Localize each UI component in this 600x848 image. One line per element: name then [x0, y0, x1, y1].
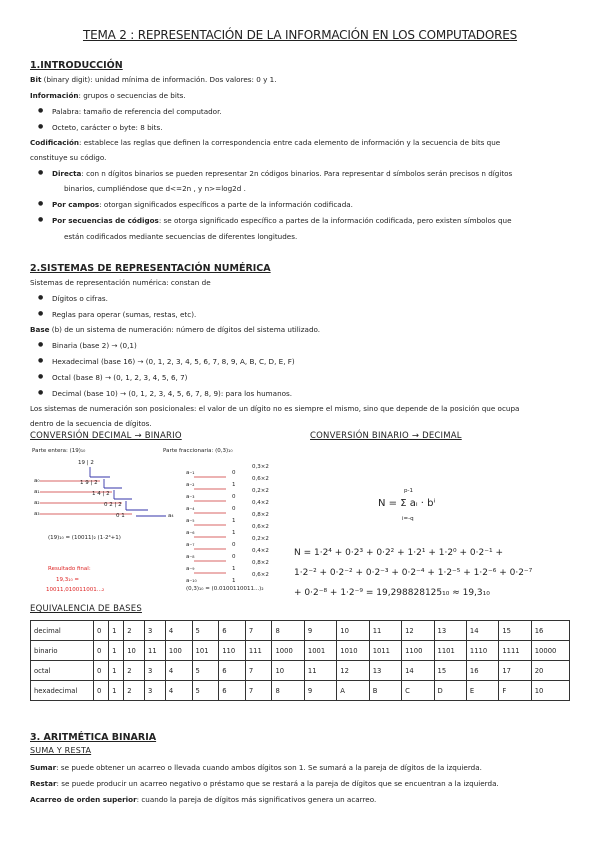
table-cell: 3	[145, 621, 166, 641]
table-cell: 13	[434, 621, 466, 641]
a-label: a₂	[34, 500, 40, 506]
table-cell: B	[369, 681, 401, 701]
table-cell: 100	[165, 641, 192, 661]
suma-resta-heading: SUMA Y RESTA	[30, 746, 92, 755]
table-cell: 4	[165, 681, 192, 701]
a-label: a₋₄	[186, 506, 195, 512]
table-cell: 8	[272, 681, 304, 701]
fraction-step: 0,6×2	[252, 524, 269, 530]
list-item: ● Dígitos o cifras.	[52, 294, 108, 303]
table-cell: 10	[124, 641, 145, 661]
a-label: a₋₁₀	[186, 578, 197, 584]
n-expansion-3: + 0·2⁻⁸ + 1·2⁻⁹ = 19,298828125₁₀ ≈ 19,3₁₀	[294, 588, 490, 598]
list-item-secuencias: ● Por secuencias de códigos: se otorga significado específico a partes de la información codificada, pero existen símbolos que	[52, 216, 512, 225]
table-cell: 10	[337, 621, 369, 641]
fraction-digit: 0	[232, 554, 236, 560]
a-label: a₄	[168, 513, 174, 519]
fraction-digit: 0	[232, 470, 236, 476]
table-cell: 16	[466, 661, 498, 681]
table-cell: 1	[109, 661, 124, 681]
a-label: a₋₅	[186, 518, 195, 524]
fraction-digit: 1	[232, 566, 236, 572]
table-cell: 2	[124, 621, 145, 641]
list-item: ● Octal (base 8) → (0, 1, 2, 3, 4, 5, 6, 7)	[52, 373, 187, 382]
acarreo-definition: Acarreo de orden superior: cuando la pareja de dígitos más significativos genera un acarreo.	[30, 795, 377, 804]
n-expansion-1: N = 1·2⁴ + 0·2³ + 0·2² + 1·2¹ + 1·2⁰ + 0·2⁻¹ +	[294, 548, 503, 558]
resultado-final-label: Resultado final:	[48, 566, 91, 572]
table-cell: A	[337, 681, 369, 701]
table-cell: D	[434, 681, 466, 701]
bit-definition: Bit (binary digit): unidad mínima de información. Dos valores: 0 y 1.	[30, 75, 277, 84]
table-cell: 1001	[304, 641, 336, 661]
table-cell: 11	[369, 621, 401, 641]
table-cell: 11	[145, 641, 166, 661]
cod-definition: Codificación: establece las reglas que definen la correspondencia entre cada elemento de información y la secuencia de bits que	[30, 138, 501, 147]
table-cell: 0	[94, 641, 109, 661]
list-item-directa-cont: binarios, cumpliéndose que d<=2n , y n>=log2d .	[64, 184, 246, 193]
table-cell: 13	[369, 661, 401, 681]
fraction-digit: 1	[232, 578, 236, 584]
table-cell: 15	[499, 621, 531, 641]
table-cell: 0	[94, 621, 109, 641]
table-cell: 110	[219, 641, 246, 661]
a-label: a₃	[34, 511, 40, 517]
list-item: ● Binaria (base 2) → (0,1)	[52, 341, 137, 350]
fraction-digit: 1	[232, 530, 236, 536]
fraction-digit: 0	[232, 506, 236, 512]
table-cell: E	[466, 681, 498, 701]
table-cell: 9	[304, 621, 336, 641]
page-title: TEMA 2 : REPRESENTACIÓN DE LA INFORMACIÓN EN LOS COMPUTADORES	[82, 28, 518, 42]
table-cell: 16	[531, 621, 569, 641]
table-cell: 3	[145, 661, 166, 681]
fraction-step: 0,8×2	[252, 512, 269, 518]
table-cell: 5	[192, 681, 219, 701]
row-label: decimal	[31, 621, 94, 641]
division-step: 0 1	[116, 513, 125, 519]
restar-definition: Restar: se puede producir un acarreo negativo o préstamo que se restará a la pareja de dígitos que se encuentran a la izquierda.	[30, 779, 499, 788]
table-cell: 3	[145, 681, 166, 701]
sum-upper-limit: p-1	[404, 488, 413, 494]
table-row	[31, 681, 570, 701]
table-cell: 4	[165, 621, 192, 641]
fraction-digit: 0	[232, 542, 236, 548]
list-item: ● Reglas para operar (sumas, restas, etc).	[52, 310, 196, 319]
fraction-result: (0,3)₁₀ = (0.0100110011...)₂	[186, 586, 264, 592]
table-row	[31, 661, 570, 681]
row-label: hexadecimal	[31, 681, 94, 701]
sistemas-intro: Sistemas de representación numérica: constan de	[30, 278, 211, 287]
posicionales-text-cont: dentro de la secuencia de dígitos.	[30, 419, 152, 428]
table-cell: 5	[192, 661, 219, 681]
list-item: ● Octeto, carácter o byte: 8 bits.	[52, 123, 163, 132]
sumar-definition: Sumar: se puede obtener un acarreo o llevada cuando ambos dígitos son 1. Se sumará a la pareja de dígitos de la izquierda.	[30, 763, 482, 772]
table-cell: 7	[245, 621, 272, 641]
parte-entera-label: Parte entera: (19)₁₀	[32, 448, 86, 454]
integer-result: (19)₁₀ = (10011)₂ (1·2⁴+1)	[48, 535, 121, 541]
table-cell: 1011	[369, 641, 401, 661]
table-cell: 9	[304, 681, 336, 701]
table-cell: C	[402, 681, 434, 701]
fraction-arrows	[190, 470, 235, 590]
resultado-final-value: 19,3₁₀ =	[56, 577, 80, 583]
table-cell: 101	[192, 641, 219, 661]
table-cell: 20	[531, 661, 569, 681]
table-cell: 0	[94, 681, 109, 701]
table-cell: 12	[402, 621, 434, 641]
a-label: a₋₈	[186, 554, 195, 560]
posicionales-text: Los sistemas de numeración son posicionales: el valor de un dígito no es siempre el mismo, sino que depende de la posición que ocupa	[30, 404, 520, 413]
section-heading-sistemas: 2.SISTEMAS DE REPRESENTACIÓN NUMÉRICA	[30, 263, 271, 274]
list-item: ● Decimal (base 10) → (0, 1, 2, 3, 4, 5, 6, 7, 8, 9): para los humanos.	[52, 389, 292, 398]
table-cell: 2	[124, 661, 145, 681]
table-cell: 17	[499, 661, 531, 681]
table-cell: 14	[402, 661, 434, 681]
division-step: 0 2 | 2	[104, 502, 122, 508]
table-cell: 1	[109, 641, 124, 661]
table-cell: 11	[304, 661, 336, 681]
list-item-directa: ● Directa: con n dígitos binarios se pueden representar 2n códigos binarios. Para representar d símbolos serán precisos n dígitos	[52, 169, 512, 178]
n-expansion-2: 1·2⁻² + 0·2⁻² + 0·2⁻³ + 0·2⁻⁴ + 1·2⁻⁵ + 1·2⁻⁶ + 0·2⁻⁷	[294, 568, 533, 578]
fraction-step: 0,2×2	[252, 488, 269, 494]
table-cell: 1	[109, 681, 124, 701]
equivalence-table	[30, 620, 570, 701]
table-cell: 2	[124, 681, 145, 701]
table-cell: 1000	[272, 641, 304, 661]
list-item-campos: ● Por campos: otorgan significados específicos a parte de la información codificada.	[52, 200, 353, 209]
a-label: a₁	[34, 489, 40, 495]
table-cell: 6	[219, 661, 246, 681]
fraction-step: 0,8×2	[252, 560, 269, 566]
conversion-binario-decimal-heading: CONVERSIÓN BINARIO → DECIMAL	[310, 431, 462, 441]
table-cell: 5	[192, 621, 219, 641]
sum-formula: N = Σ aᵢ · bⁱ	[378, 498, 436, 509]
parte-fraccionaria-label: Parte fraccionaria: (0,3)₁₀	[163, 448, 233, 454]
table-cell: F	[499, 681, 531, 701]
fraction-step: 0,4×2	[252, 500, 269, 506]
fraction-digit: 1	[232, 482, 236, 488]
row-label: binario	[31, 641, 94, 661]
a-label: a₋₂	[186, 482, 195, 488]
cod-definition-cont: constituye su código.	[30, 153, 107, 162]
table-cell: 1111	[499, 641, 531, 661]
equivalencia-heading: EQUIVALENCIA DE BASES	[30, 604, 142, 614]
a-label: a₋₆	[186, 530, 195, 536]
list-item: ● Hexadecimal (base 16) → (0, 1, 2, 3, 4, 5, 6, 7, 8, 9, A, B, C, D, E, F)	[52, 357, 295, 366]
table-row	[31, 621, 570, 641]
table-cell: 1110	[466, 641, 498, 661]
fraction-step: 0,2×2	[252, 536, 269, 542]
table-cell: 15	[434, 661, 466, 681]
table-cell: 14	[466, 621, 498, 641]
a-label: a₋₃	[186, 494, 195, 500]
division-step: 1 9 | 2	[80, 480, 98, 486]
row-label: octal	[31, 661, 94, 681]
a-label: a₋₉	[186, 566, 195, 572]
list-item-secuencias-cont: están codificados mediante secuencias de diferentes longitudes.	[64, 232, 298, 241]
a-label: a₋₇	[186, 542, 195, 548]
a-label: a₋₁	[186, 470, 195, 476]
fraction-step: 0,3×2	[252, 464, 269, 470]
conversion-decimal-binario-heading: CONVERSIÓN DECIMAL → BINARIO	[30, 431, 182, 441]
list-item: ● Palabra: tamaño de referencia del computador.	[52, 107, 222, 116]
table-cell: 4	[165, 661, 192, 681]
table-cell: 10000	[531, 641, 569, 661]
table-row	[31, 641, 570, 661]
fraction-digit: 1	[232, 518, 236, 524]
table-cell: 1101	[434, 641, 466, 661]
fraction-digit: 0	[232, 494, 236, 500]
table-cell: 0	[94, 661, 109, 681]
table-cell: 6	[219, 681, 246, 701]
table-cell: 8	[272, 621, 304, 641]
table-cell: 10	[272, 661, 304, 681]
table-cell: 12	[337, 661, 369, 681]
a-label: a₀	[34, 478, 40, 484]
fraction-step: 0,6×2	[252, 572, 269, 578]
sum-lower-limit: i=-q	[402, 516, 414, 522]
table-cell: 7	[245, 661, 272, 681]
table-cell: 1010	[337, 641, 369, 661]
resultado-final-value: 10011,010011001...₂	[46, 587, 105, 593]
division-step: 19 | 2	[78, 460, 94, 466]
table-cell: 10	[531, 681, 569, 701]
table-cell: 1	[109, 621, 124, 641]
fraction-step: 0,6×2	[252, 476, 269, 482]
table-cell: 111	[245, 641, 272, 661]
table-cell: 7	[245, 681, 272, 701]
table-cell: 1100	[402, 641, 434, 661]
base-definition: Base (b) de un sistema de numeración: número de dígitos del sistema utilizado.	[30, 325, 321, 334]
section-heading-aritmetica: 3. ARITMÉTICA BINARIA	[30, 732, 157, 743]
info-definition: Información: grupos o secuencias de bits.	[30, 91, 186, 100]
table-cell: 6	[219, 621, 246, 641]
division-step: 1 4 | 2	[92, 491, 110, 497]
section-heading-introduccion: 1.INTRODUCCIÓN	[30, 60, 123, 71]
fraction-step: 0,4×2	[252, 548, 269, 554]
